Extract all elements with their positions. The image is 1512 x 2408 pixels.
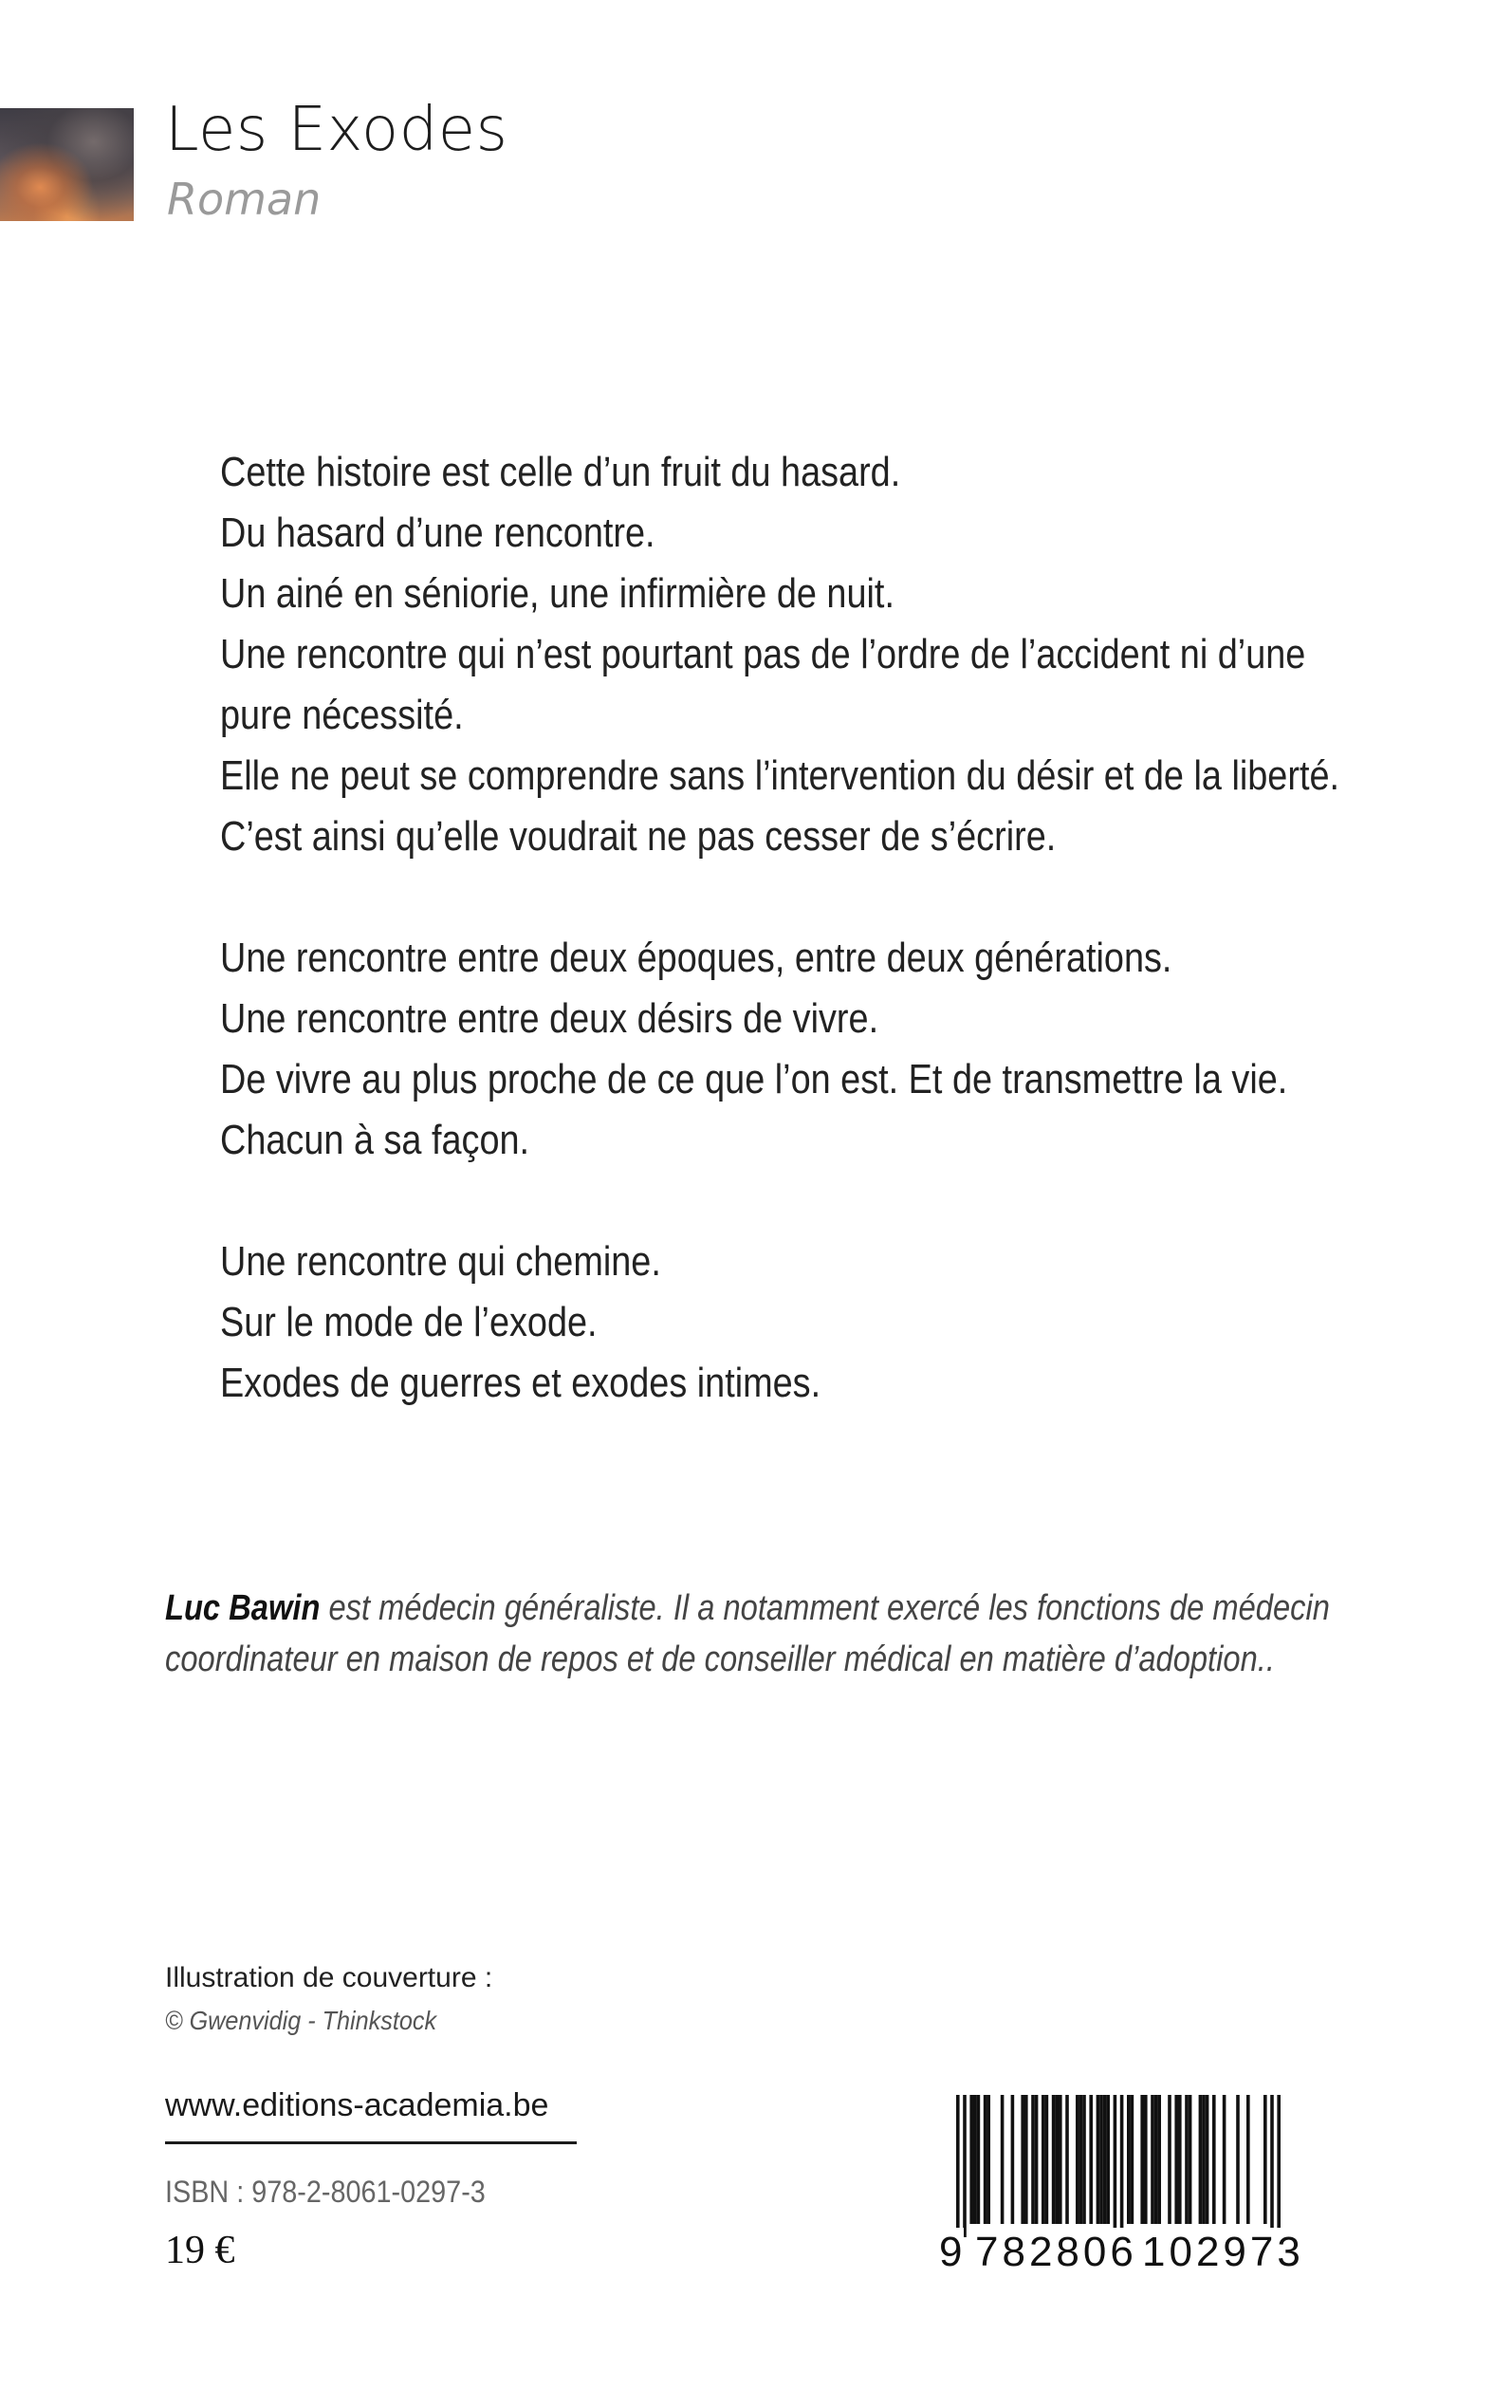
- barcode-bar: [1185, 2095, 1189, 2224]
- barcode-bar: [1178, 2095, 1182, 2224]
- barcode-bar: [1199, 2095, 1203, 2224]
- barcode-bar: [1174, 2095, 1178, 2224]
- barcode-bar: [1021, 2095, 1024, 2224]
- barcode-bar: [1055, 2095, 1059, 2224]
- book-genre: Roman: [167, 174, 322, 225]
- barcode-bar: [1099, 2095, 1103, 2224]
- barcode-bar: [1223, 2095, 1226, 2224]
- barcode-bar: [1082, 2095, 1086, 2224]
- bio-line-1: [165, 1583, 1330, 1634]
- barcode-bar: [969, 2095, 973, 2224]
- barcode-bar: [1045, 2095, 1049, 2224]
- barcode-lead-digit: 9: [939, 2229, 963, 2275]
- barcode-right-digits: 102973: [1142, 2229, 1304, 2275]
- blurb-line: pure nécessité.: [220, 692, 464, 738]
- barcode-bar: [1127, 2095, 1131, 2224]
- barcode-bar: [1202, 2095, 1206, 2224]
- cover-thumbnail-image: [0, 108, 134, 221]
- barcode-bar: [1236, 2095, 1240, 2224]
- illustration-credit: © Gwenvidig - Thinkstock: [165, 2006, 437, 2035]
- book-title: Les Exodes: [165, 95, 508, 165]
- barcode-bar: [1168, 2095, 1171, 2224]
- barcode-bar: [1157, 2095, 1161, 2224]
- barcode-bar: [1035, 2095, 1039, 2224]
- barcode-bar: [986, 2095, 990, 2224]
- illustration-credit-label: Illustration de couverture :: [165, 1962, 493, 1993]
- blurb-line: De vivre au plus proche de ce que l’on est. Et de transmettre la vie.: [220, 1056, 1288, 1102]
- barcode-bar: [977, 2095, 981, 2224]
- barcode-bar: [1151, 2095, 1154, 2224]
- blurb-line: Un ainé en séniorie, une infirmière de nuit.: [220, 570, 894, 617]
- publisher-website[interactable]: www.editions-academia.be: [165, 2087, 549, 2123]
- blurb-line: Elle ne peut se comprendre sans l’intervention du désir et de la liberté.: [220, 752, 1340, 799]
- blurb-stanza-1: [220, 442, 1358, 867]
- barcode-bar: [1144, 2095, 1148, 2224]
- barcode-bar: [1076, 2095, 1079, 2224]
- barcode-bar: [1189, 2095, 1192, 2224]
- barcode-bar: [1154, 2095, 1158, 2224]
- blurb-line: Une rencontre qui n’est pourtant pas de l’ordre de l’accident ni d’une: [220, 631, 1306, 677]
- barcode-bar: [956, 2095, 960, 2237]
- barcode-left-digits: 782806: [975, 2229, 1137, 2275]
- blurb-line: Une rencontre entre deux époques, entre deux générations.: [220, 935, 1172, 981]
- blurb-stanza-3: [220, 1232, 1358, 1414]
- blurb-line: Exodes de guerres et exodes intimes.: [220, 1360, 821, 1406]
- barcode-bars: [939, 2095, 1322, 2237]
- barcode-bar: [1042, 2095, 1045, 2224]
- barcode-bar: [1079, 2095, 1083, 2224]
- blurb-line: Sur le mode de l’exode.: [220, 1299, 598, 1345]
- blurb-line: Chacun à sa façon.: [220, 1117, 530, 1163]
- barcode-bar: [1246, 2095, 1250, 2224]
- price: 19 €: [165, 2229, 235, 2272]
- barcode-bar: [1089, 2095, 1093, 2224]
- barcode-bar: [1024, 2095, 1028, 2224]
- barcode-bar: [1097, 2095, 1100, 2224]
- barcode-bar: [1106, 2095, 1110, 2224]
- blurb-stanza-2: [220, 928, 1358, 1171]
- barcode-bar: [1263, 2095, 1267, 2224]
- barcode-bar: [1011, 2095, 1015, 2224]
- blurb-line: Cette histoire est celle d’un fruit du hasard.: [220, 449, 901, 495]
- blurb-line: Une rencontre qui chemine.: [220, 1238, 661, 1285]
- divider: [165, 2141, 577, 2144]
- author-bio: [165, 1583, 1332, 1685]
- bio-text-1: est médecin généraliste. Il a notamment exercé les fonctions de médecin: [320, 1588, 1330, 1628]
- back-cover-blurb: [220, 442, 1358, 1474]
- barcode-bar: [1114, 2095, 1117, 2237]
- barcode-bar: [1103, 2095, 1107, 2224]
- blurb-line: C’est ainsi qu’elle voudrait ne pas cesser de s’écrire.: [220, 813, 1057, 860]
- blurb-line: Une rencontre entre deux désirs de vivre.: [220, 995, 879, 1042]
- barcode: [939, 2095, 1322, 2281]
- barcode-bar: [1131, 2095, 1134, 2224]
- barcode-bar: [1277, 2095, 1281, 2237]
- bio-line-2: coordinateur en maison de repos et de conseiller médical en matière d’adoption..: [165, 1639, 1275, 1679]
- barcode-bar: [1031, 2095, 1035, 2224]
- barcode-bar: [1052, 2095, 1056, 2224]
- barcode-bar: [1059, 2095, 1062, 2224]
- barcode-bar: [1270, 2095, 1274, 2237]
- barcode-bar: [1001, 2095, 1005, 2224]
- barcode-bar: [1206, 2095, 1209, 2224]
- barcode-bar: [963, 2095, 967, 2237]
- barcode-bar: [1212, 2095, 1216, 2224]
- barcode-bar: [984, 2095, 987, 2224]
- barcode-bar: [973, 2095, 977, 2224]
- barcode-bar: [1120, 2095, 1124, 2237]
- author-name: Luc Bawin: [165, 1588, 321, 1628]
- isbn: ISBN : 978-2-8061-0297-3: [165, 2175, 486, 2209]
- blurb-line: Du hasard d’une rencontre.: [220, 509, 655, 556]
- barcode-bar: [1140, 2095, 1144, 2224]
- barcode-bar: [1065, 2095, 1069, 2224]
